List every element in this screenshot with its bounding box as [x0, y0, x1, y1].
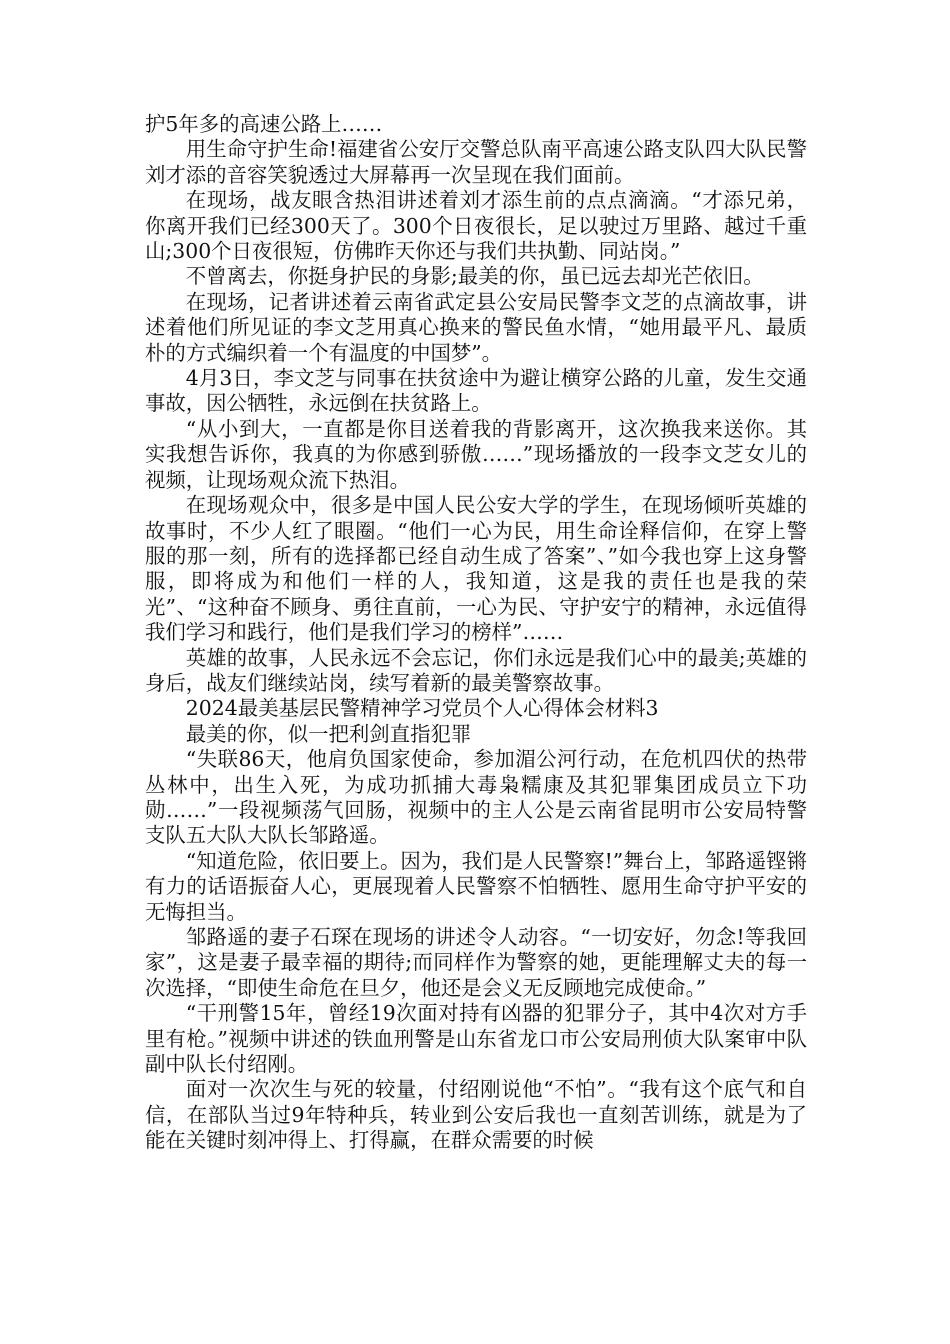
paragraph: 4月3日，李文芝与同事在扶贫途中为避让横穿公路的儿童，发生交通事故，因公牺牲，永远倒在扶贫路上。: [145, 366, 807, 416]
section-subheading: 最美的你，似一把利剑直指犯罪: [185, 721, 472, 746]
section-heading: 2024最美基层民警精神学习党员个人心得体会材料3: [185, 696, 659, 721]
paragraph: 在现场，记者讲述着云南省武定县公安局民警李文芝的点滴故事，讲述着他们所见证的李文芝用真心换来的警民鱼水情，“她用最平凡、最质朴的方式编织着一个有温度的中国梦”。: [145, 289, 807, 365]
paragraph: 英雄的故事，人民永远不会忘记，你们永远是我们心中的最美;英雄的身后，战友们继续站岗，续写着新的最美警察故事。: [145, 645, 807, 695]
paragraph: 在现场，战友眼含热泪讲述着刘才添生前的点点滴滴。“才添兄弟，你离开我们已经300天了。300个日夜很长，足以驶过万里路、越过千重山;300个日夜很短，仿佛昨天你还与我们共执勤、同站岗。”: [145, 188, 807, 264]
paragraph: 用生命守护生命!福建省公安厅交警总队南平高速公路支队四大队民警刘才添的音容笑貌透过大屏幕再一次呈现在我们面前。: [145, 137, 807, 187]
paragraph: 护5年多的高速公路上……: [145, 112, 383, 136]
paragraph: “干刑警15年，曾经19次面对持有凶器的犯罪分子，其中4次对方手里有枪。”视频中讲述的铁血刑警是山东省龙口市公安局刑侦大队案审中队副中队长付绍刚。: [145, 1001, 807, 1077]
paragraph: 在现场观众中，很多是中国人民公安大学的学生，在现场倾听英雄的故事时，不少人红了眼圈。“他们一心为民，用生命诠释信仰，在穿上警服的那一刻，所有的选择都已经自动生成了答案”、”如今我也穿上这身警服，即将成为和他们一样的人，我知道，这是我的责任也是我的荣光”、“这种奋不顾身、勇往直前，一心为民、守护安宁的精神，永远值得我们学习和践行，他们是我们学习的榜样”……: [145, 493, 807, 645]
paragraph: “失联86天，他肩负国家使命，参加湄公河行动，在危机四伏的热带丛林中，出生入死，为成功抓捕大毒枭糯康及其犯罪集团成员立下功勋……”一段视频荡气回肠，视频中的主人公是云南省昆明市公安局特警支队五大队大队长邹路遥。: [145, 747, 807, 848]
paragraph: “知道危险，依旧要上。因为，我们是人民警察!”舞台上，邹路遥铿锵有力的话语振奋人心，更展现着人民警察不怕牺牲、愿用生命守护平安的无悔担当。: [145, 848, 807, 924]
document-page: [145, 112, 807, 1154]
paragraph: “从小到大，一直都是你目送着我的背影离开，这次换我来送你。其实我想告诉你，我真的为你感到骄傲……”现场播放的一段李文芝女儿的视频，让现场观众流下热泪。: [145, 416, 807, 492]
paragraph: 邹路遥的妻子石琛在现场的讲述令人动容。“一切安好，勿念!等我回家”，这是妻子最幸福的期待;而同样作为警察的她，更能理解丈夫的每一次选择，“即使生命危在旦夕，他还是会义无反顾地完成使命。”: [145, 925, 807, 1000]
paragraph: 不曾离去，你挺身护民的身影;最美的你，虽已远去却光芒依旧。: [185, 264, 764, 289]
paragraph: 面对一次次生与死的较量，付绍刚说他“不怕”。“我有这个底气和自信，在部队当过9年特种兵，转业到公安后我也一直刻苦训练，就是为了能在关键时刻冲得上、打得赢，在群众需要的时候: [145, 1077, 807, 1153]
